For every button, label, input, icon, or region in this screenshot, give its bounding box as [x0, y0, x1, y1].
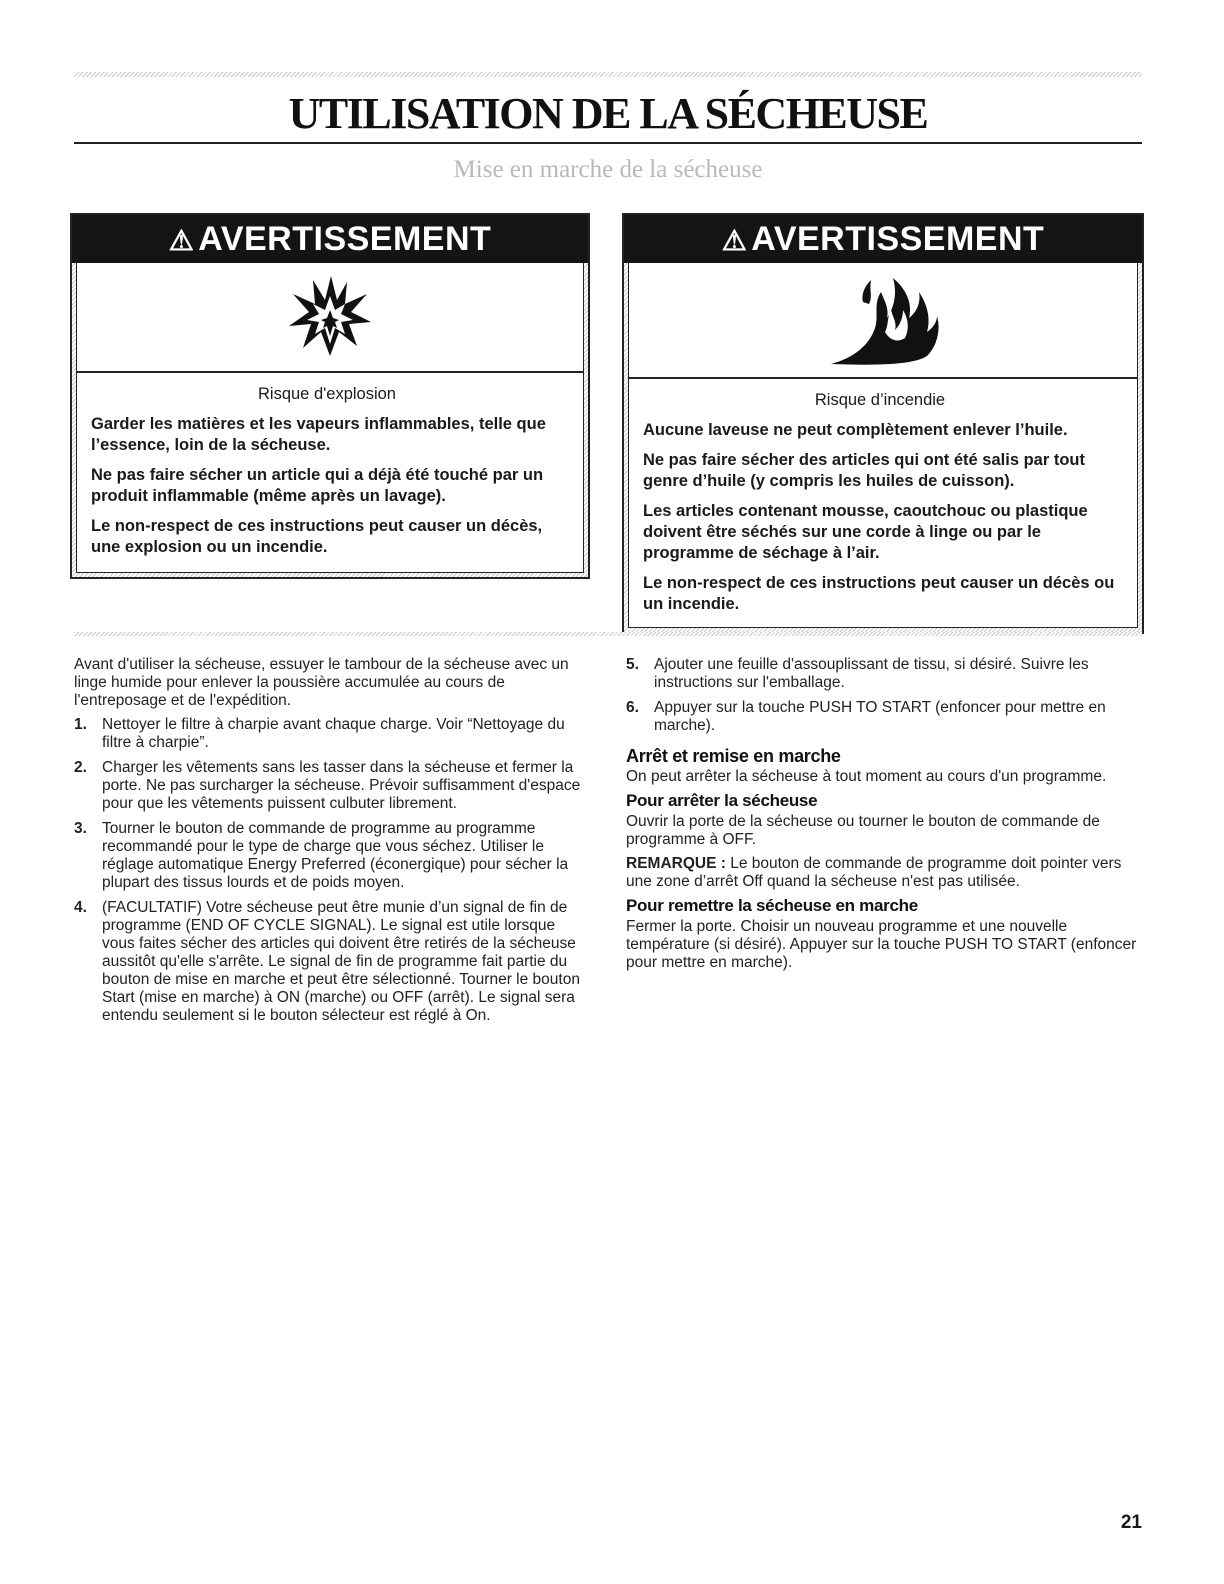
restart-paragraph: Fermer la porte. Choisir un nouveau programme et une nouvelle température (si désiré). Appuyer sur la touche PUSH TO START (enfoncer pour mettre en marche). [626, 918, 1137, 971]
section-heading: Arrêt et remise en marche [626, 746, 841, 766]
warning-triangle-icon: ⚠ [168, 225, 195, 256]
step-number: 2. [74, 759, 87, 776]
warning-heading: AVERTISSEMENT [198, 220, 492, 258]
fire-icon-area [628, 263, 1138, 379]
page-title: UTILISATION DE LA SÉCHEUSE [288, 89, 928, 138]
list-item [74, 820, 584, 892]
right-column [626, 656, 1142, 978]
warning-box-fire [622, 213, 1144, 634]
section-subtitle: Mise en marche de la sécheuse [453, 156, 763, 183]
step-text: Nettoyer le filtre à charpie avant chaque charge. Voir “Nettoyage du filtre à charpie”. [102, 716, 565, 751]
warning-paragraph: Le non-respect de ces instructions peut causer un décès, une explosion ou un incendie. [91, 517, 543, 556]
step-number: 4. [74, 899, 87, 916]
list-item [74, 899, 584, 1025]
list-item [74, 716, 584, 752]
risk-label: Risque d'explosion [258, 385, 396, 403]
warning-paragraph: Ne pas faire sécher un article qui a déjà été touché par un produit inflammable (même après un lavage). [91, 466, 544, 505]
stop-heading: Pour arrêter la sécheuse [626, 791, 818, 810]
warning-text-area [628, 379, 1138, 628]
list-item [74, 759, 584, 813]
warning-heading: AVERTISSEMENT [751, 220, 1045, 258]
warning-triangle-icon: ⚠ [721, 225, 748, 256]
explosion-icon-area [76, 263, 584, 373]
step-number: 1. [74, 716, 87, 733]
stop-paragraph: Ouvrir la porte de la sécheuse ou tourner le bouton de commande de programme à OFF. [626, 813, 1100, 848]
page-number: 21 [1120, 1512, 1142, 1533]
risk-label: Risque d’incendie [814, 391, 946, 409]
intro-paragraph: Avant d'utiliser la sécheuse, essuyer le tambour de la sécheuse avec un linge humide pour enlever la poussière accumulée au cours de l'entreposage et de l'expédition. [74, 656, 569, 709]
step-text: (FACULTATIF) Votre sécheuse peut être munie d’un signal de fin de programme (END OF CYCLE SIGNAL). Le signal est utile lorsque vous faites sécher des articles qui doivent être retirés de la sécheuse aussitôt qu'elle s'arrête. Le signal de fin de programme fait partie du bouton de mise en marche et peut être sélectionné. Tourner le bouton Start (mise en marche) à ON (marche) ou OFF (arrêt). Le signal sera entendu seulement si le bouton sélecteur est réglé à On. [102, 899, 580, 1024]
restart-heading: Pour remettre la sécheuse en marche [626, 896, 918, 915]
step-text: Appuyer sur la touche PUSH TO START (enfoncer pour mettre en marche). [654, 699, 1106, 734]
remark-text: Le bouton de commande de programme doit pointer vers une zone d’arrêt Off quand la sécheuse n'est pas utilisée. [626, 855, 1122, 890]
step-text: Ajouter une feuille d'assouplissant de tissu, si désiré. Suivre les instructions sur l'emballage. [654, 656, 1089, 691]
list-item [626, 656, 1142, 692]
warning-text-area [76, 373, 584, 573]
warning-paragraph: Le non-respect de ces instructions peut causer un décès ou un incendie. [643, 574, 1115, 613]
top-hatched-rule [74, 72, 1142, 77]
list-item [626, 699, 1142, 735]
warning-header [624, 215, 1142, 263]
step-text: Charger les vêtements sans les tasser dans la sécheuse et fermer la porte. Ne pas surcharger la sécheuse. Prévoir suffisamment d'espace pour que les vêtements puissent culbuter librement. [102, 759, 581, 812]
section-hatched-rule [74, 632, 1142, 636]
title-underline [74, 142, 1142, 144]
step-number: 6. [626, 699, 639, 716]
step-number: 3. [74, 820, 87, 837]
warning-box-explosion [70, 213, 590, 579]
warning-paragraph: Garder les matières et les vapeurs inflammables, telle que l’essence, loin de la sécheuse. [91, 415, 546, 454]
step-text: Tourner le bouton de commande de programme au programme recommandé pour le type de charge que vous séchez. Utiliser le réglage automatique Energy Preferred (éconergique) pour sécher la plupart des tissus lourds et de poids moyen. [102, 820, 569, 891]
step-number: 5. [626, 656, 639, 673]
warning-paragraph: Aucune laveuse ne peut complètement enlever l’huile. [643, 421, 1068, 439]
remark-paragraph [626, 855, 1142, 891]
section-paragraph: On peut arrêter la sécheuse à tout moment au cours d'un programme. [626, 768, 1107, 785]
explosion-icon [285, 274, 375, 360]
left-column [74, 656, 584, 1032]
remark-label: REMARQUE : [626, 855, 726, 872]
warning-paragraph: Les articles contenant mousse, caoutchouc ou plastique doivent être séchés sur une corde à linge ou par le programme de séchage à l’air. [643, 502, 1088, 562]
fire-icon [823, 272, 943, 368]
warning-paragraph: Ne pas faire sécher des articles qui ont été salis par tout genre d’huile (y compris les huiles de cuisson). [643, 451, 1085, 490]
warning-header [72, 215, 588, 263]
